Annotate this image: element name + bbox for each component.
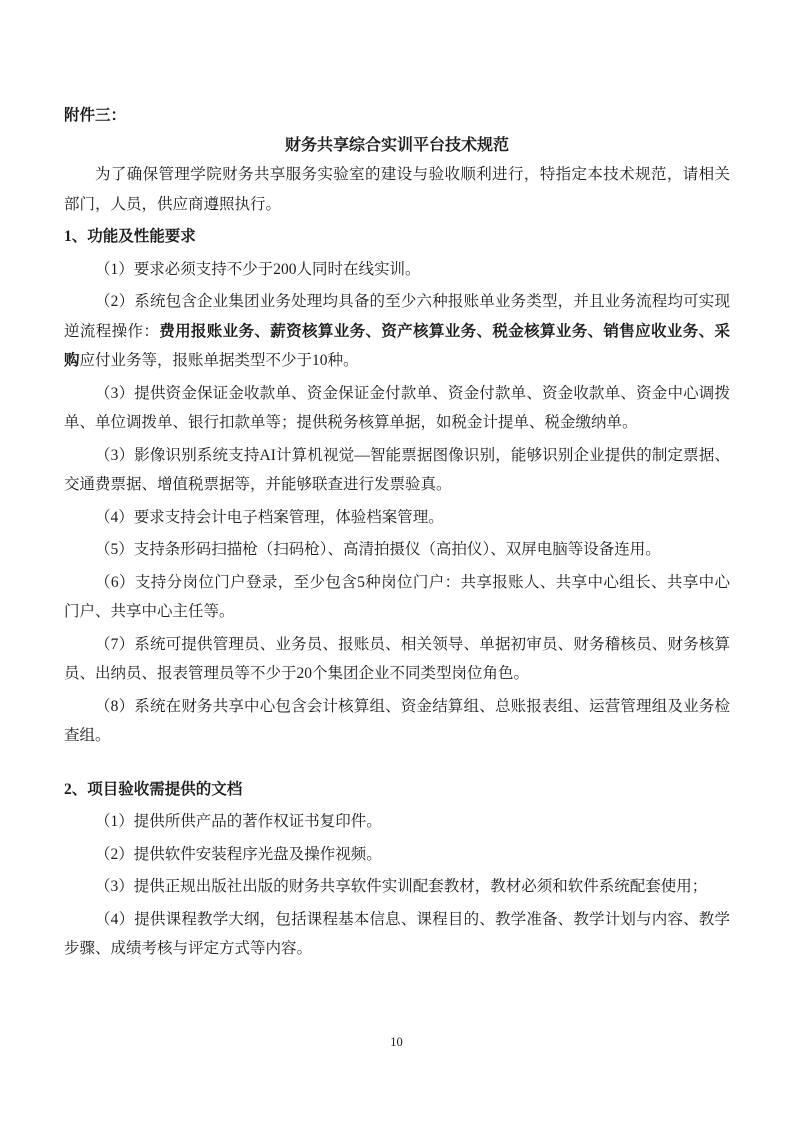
list-item-text: （3）影像识别系统支持AI计算机视觉—智能票据图像识别，能够识别企业提供的制定票据、交通费票据、增值税票据等，并能够联查进行发票验真。 (64, 446, 730, 493)
document-body (64, 101, 730, 967)
list-item-text: （6）支持分岗位门户登录，至少包含5种岗位门户：共享报账人、共享中心组长、共享中心门户、共享中心主任等。 (64, 573, 730, 620)
list-item (64, 807, 730, 837)
list-item-text: （4）要求支持会计电子档案管理，体验档案管理。 (95, 508, 444, 526)
list-item (64, 692, 730, 751)
list-item (64, 840, 730, 870)
list-item-text: （4）提供课程教学大纲，包括课程基本信息、课程目的、教学准备、教学计划与内容、教学步骤、成绩考核与评定方式等内容。 (64, 910, 730, 957)
list-item-text: （8）系统在财务共享中心包含会计核算组、资金结算组、总账报表组、运营管理组及业务检查组。 (64, 697, 730, 744)
section2-heading: 2、项目验收需提供的文档 (64, 780, 243, 798)
list-item-text: （3）提供正规出版社出版的财务共享软件实训配套教材，教材必须和软件系统配套使用； (95, 878, 708, 895)
page-number: 10 (390, 1035, 403, 1049)
list-item (64, 905, 730, 964)
list-item-text: （7）系统可提供管理员、业务员、报账员、相关领导、单据初审员、财务稽核员、财务核算员、出纳员、报表管理员等不少于20个集团企业不同类型岗位角色。 (64, 635, 730, 682)
document-title: 财务共享综合实训平台技术规范 (284, 136, 509, 154)
list-item (64, 379, 730, 438)
list-item (64, 287, 730, 376)
list-item-text: （1）要求必须支持不少于200人同时在线实训。 (95, 260, 421, 278)
list-item-text: （2）提供软件安装程序光盘及操作视频。 (95, 845, 382, 863)
list-item-text: （5）支持条形码扫描枪（扫码枪）、高清拍摄仪（高拍仪）、双屏电脑等设备连用。 (95, 541, 661, 558)
list-item (64, 535, 730, 565)
list-item (64, 872, 730, 902)
list-item-text: （3）提供资金保证金收款单、资金保证金付款单、资金付款单、资金收款单、资金中心调拨单、单位调拨单、银行扣款单等；提供税务核算单据，如税金计提单、税金缴纳单。 (64, 384, 730, 431)
list-item-text: （2）系统包含企业集团业务处理均具备的至少六种报账单业务类型，并且业务流程均可实现逆流程操作： (64, 293, 730, 340)
list-item-emphasis: 费用报账业务、薪资核算业务、资产核算业务、税金核算业务、销售应收业务、采购 (64, 322, 730, 369)
list-item (64, 441, 730, 500)
list-item-text: 应付业务等，报账单据类型不少于10种。 (79, 352, 359, 369)
list-item (64, 503, 730, 533)
attachment-label: 附件三： (64, 107, 127, 124)
list-item (64, 630, 730, 689)
section1-heading: 1、功能及性能要求 (64, 228, 196, 245)
list-item (64, 255, 730, 285)
list-item-text: （1）提供所供产品的著作权证书复印件。 (95, 813, 382, 830)
intro-paragraph: 为了确保管理学院财务共享服务实验室的建设与验收顺利进行，特指定本技术规范，请相关部门，人员，供应商遵照执行。 (64, 166, 730, 213)
list-item (64, 568, 730, 627)
